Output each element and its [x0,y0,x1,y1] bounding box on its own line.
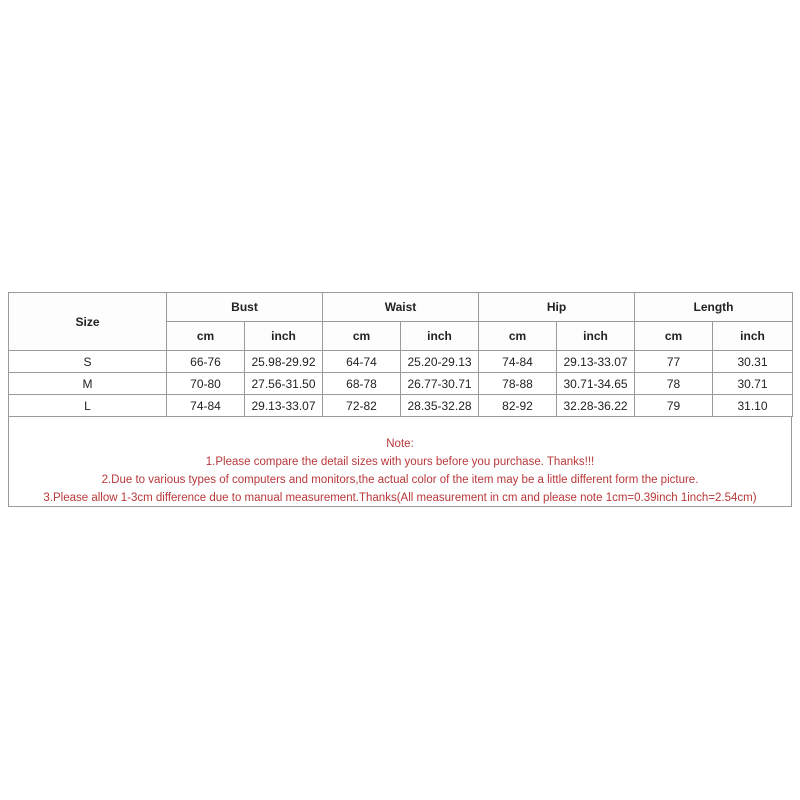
table-cell: 77 [635,351,713,373]
size-chart [8,292,792,507]
unit-header: cm [635,322,713,351]
table-cell: 29.13-33.07 [557,351,635,373]
table-cell: 68-78 [323,373,401,395]
note-box [8,417,792,507]
table-cell: 30.31 [713,351,793,373]
note-title: Note: [386,438,414,450]
note-line-2: 2.Due to various types of computers and monitors,the actual color of the item may be a little different form the picture. [101,474,699,486]
table-cell: 78-88 [479,373,557,395]
table-row [9,395,793,417]
table-cell: 78 [635,373,713,395]
table-cell: 72-82 [323,395,401,417]
unit-header: inch [401,322,479,351]
group-header-hip: Hip [479,293,635,322]
note-line-3: 3.Please allow 1-3cm difference due to manual measurement.Thanks(All measurement in cm and please note 1cm=0.39inch 1inch=2.54cm) [43,492,757,504]
table-cell: 29.13-33.07 [245,395,323,417]
size-cell: S [9,351,167,373]
table-cell: 31.10 [713,395,793,417]
unit-header: cm [167,322,245,351]
size-cell: M [9,373,167,395]
table-cell: 79 [635,395,713,417]
table-row [9,351,793,373]
table-cell: 25.98-29.92 [245,351,323,373]
size-cell: L [9,395,167,417]
table-cell: 82-92 [479,395,557,417]
table-cell: 27.56-31.50 [245,373,323,395]
table-cell: 64-74 [323,351,401,373]
table-cell: 25.20-29.13 [401,351,479,373]
group-header-bust: Bust [167,293,323,322]
unit-header: inch [557,322,635,351]
group-header-waist: Waist [323,293,479,322]
size-table [8,292,793,417]
table-cell: 26.77-30.71 [401,373,479,395]
unit-header: cm [323,322,401,351]
table-cell: 70-80 [167,373,245,395]
table-row [9,373,793,395]
unit-header: inch [245,322,323,351]
table-cell: 74-84 [479,351,557,373]
table-cell: 74-84 [167,395,245,417]
table-cell: 32.28-36.22 [557,395,635,417]
size-column-header: Size [9,293,167,351]
group-header-length: Length [635,293,793,322]
table-cell: 28.35-32.28 [401,395,479,417]
note-line-1: 1.Please compare the detail sizes with yours before you purchase. Thanks!!! [205,456,595,468]
group-header-row [9,293,793,322]
unit-header: inch [713,322,793,351]
table-cell: 30.71-34.65 [557,373,635,395]
table-cell: 66-76 [167,351,245,373]
unit-header: cm [479,322,557,351]
table-cell: 30.71 [713,373,793,395]
